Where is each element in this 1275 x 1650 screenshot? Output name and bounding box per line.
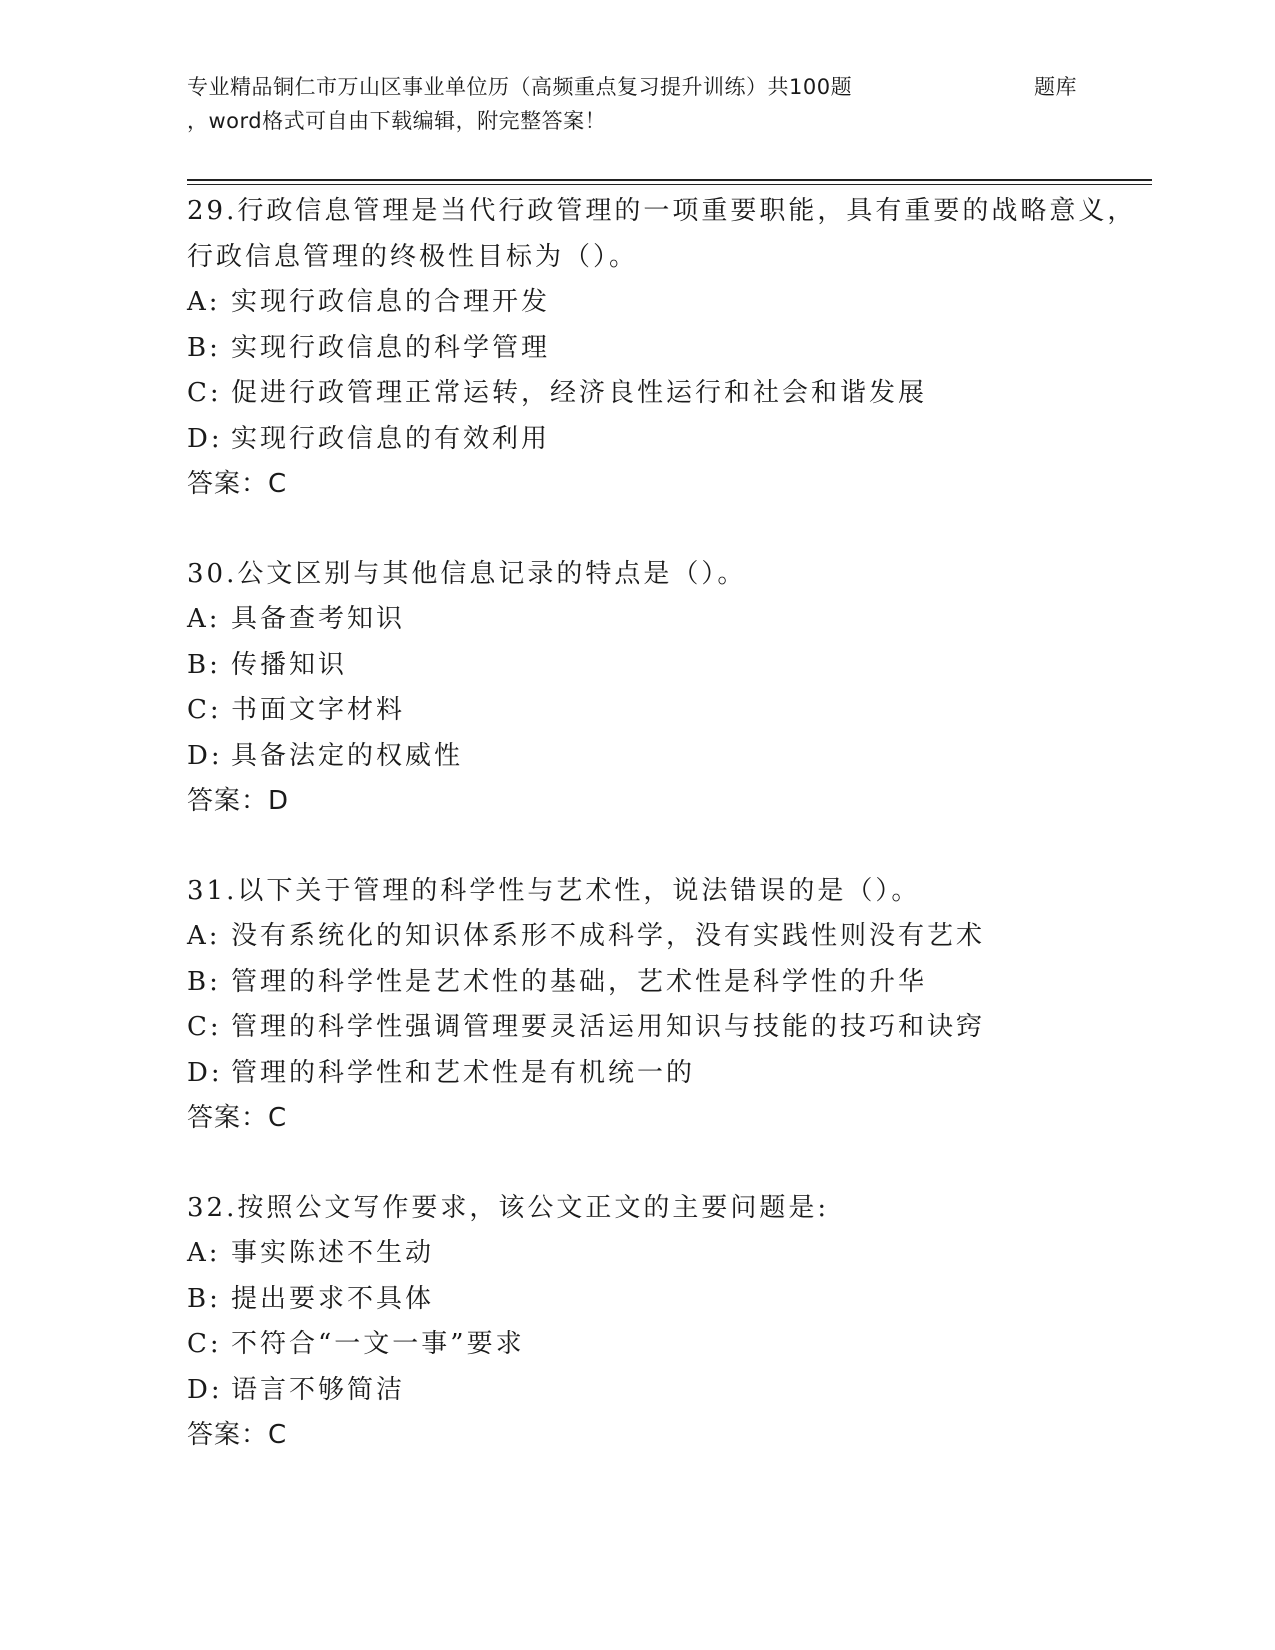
option-letter: D: [187, 740, 223, 771]
option-b [187, 326, 1147, 372]
page-header [187, 70, 1087, 138]
option-letter: D: [187, 1057, 223, 1088]
option-b [187, 1277, 1147, 1323]
option-text: 管理的科学性强调管理要灵活运用知识与技能的技巧和诀窍 [231, 1012, 986, 1042]
header-title: 专业精品铜仁市万山区事业单位历（高频重点复习提升训练）共100题 [187, 75, 853, 99]
option-letter: D: [187, 1374, 223, 1405]
question-32 [187, 1186, 1147, 1459]
option-c [187, 371, 1147, 417]
option-text: 传播知识 [231, 649, 348, 680]
option-letter: C: [187, 378, 222, 408]
answer: 答案：C [187, 1420, 288, 1450]
option-a [187, 597, 1147, 643]
header-line [187, 70, 1087, 104]
option-a [187, 280, 1147, 326]
option-text: 促进行政管理正常运转，经济良性运行和社会和谐发展 [231, 378, 928, 408]
question-30 [187, 552, 1147, 825]
option-text: 书面文字材料 [231, 695, 406, 725]
option-text: 管理的科学性和艺术性是有机统一的 [231, 1057, 696, 1088]
option-b [187, 960, 1147, 1006]
question-list [187, 189, 1147, 1503]
header-rule-thick [187, 179, 1152, 181]
option-letter: A: [187, 921, 221, 951]
option-a [187, 1231, 1147, 1277]
option-a [187, 914, 1147, 960]
option-letter: D: [187, 423, 223, 454]
header-rule-thin [187, 184, 1152, 185]
option-letter: A: [187, 604, 221, 634]
option-text: 事实陈述不生动 [231, 1238, 435, 1268]
question-stem: 32.按照公文写作要求，该公文正文的主要问题是: [187, 1192, 830, 1223]
option-letter: B: [187, 332, 221, 363]
option-letter: A: [187, 1238, 221, 1268]
option-text: 没有系统化的知识体系形不成科学，没有实践性则没有艺术 [231, 921, 986, 951]
question-29 [187, 189, 1147, 508]
option-text: 实现行政信息的科学管理 [231, 332, 551, 363]
question-stem: 30.公文区别与其他信息记录的特点是（）。 [187, 558, 747, 589]
header-right-label: 题库 [1034, 75, 1077, 99]
option-c [187, 1322, 1147, 1368]
header-subtitle: ，word格式可自由下载编辑，附完整答案！ [187, 109, 607, 133]
question-stem: 31.以下关于管理的科学性与艺术性，说法错误的是（）。 [187, 875, 921, 906]
option-c [187, 1005, 1147, 1051]
option-c [187, 688, 1147, 734]
option-text: 不符合“一文一事”要求 [231, 1329, 525, 1359]
option-letter: B: [187, 966, 221, 997]
answer: 答案：C [187, 469, 288, 499]
option-letter: C: [187, 1329, 222, 1359]
option-text: 具备法定的权威性 [231, 740, 464, 771]
answer: 答案：C [187, 1103, 288, 1133]
option-letter: B: [187, 649, 221, 680]
option-text: 语言不够简洁 [231, 1374, 406, 1405]
option-text: 管理的科学性是艺术性的基础，艺术性是科学性的升华 [231, 966, 928, 997]
option-text: 具备查考知识 [231, 604, 406, 634]
option-text: 提出要求不具体 [231, 1283, 435, 1314]
option-d [187, 1368, 1147, 1414]
option-letter: A: [187, 287, 221, 317]
option-letter: B: [187, 1283, 221, 1314]
option-letter: C: [187, 1012, 222, 1042]
option-b [187, 643, 1147, 689]
option-d [187, 1051, 1147, 1097]
option-d [187, 734, 1147, 780]
option-text: 实现行政信息的合理开发 [231, 287, 551, 317]
question-stem: 29.行政信息管理是当代行政管理的一项重要职能，具有重要的战略意义，行政信息管理的终极性目标为（）。 [187, 196, 1137, 272]
option-letter: C: [187, 695, 222, 725]
option-d [187, 417, 1147, 463]
question-31 [187, 869, 1147, 1142]
option-text: 实现行政信息的有效利用 [231, 423, 551, 454]
answer: 答案：D [187, 786, 290, 816]
